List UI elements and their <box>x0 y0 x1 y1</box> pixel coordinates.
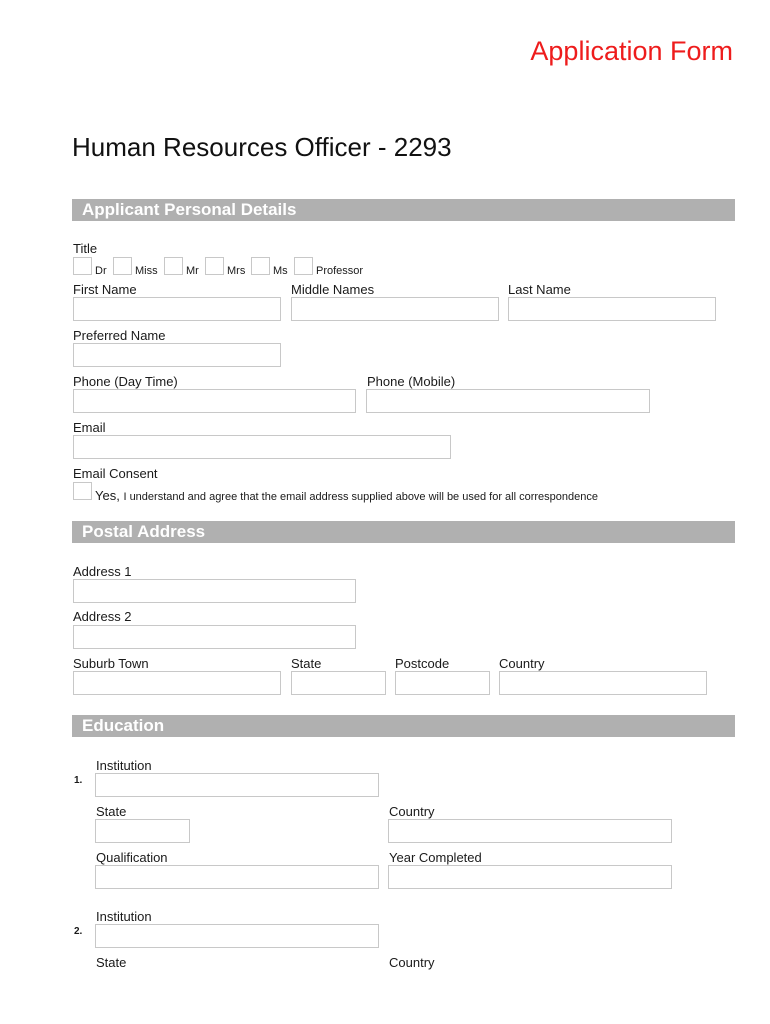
last-name-field[interactable] <box>508 297 716 321</box>
phone-day-field[interactable] <box>73 389 356 413</box>
title-ms-label: Ms <box>273 265 288 277</box>
title-mr-checkbox[interactable] <box>164 257 183 275</box>
qualification-label: Qualification <box>96 850 168 865</box>
qualification-field[interactable] <box>95 865 379 889</box>
title-dr-checkbox[interactable] <box>73 257 92 275</box>
address1-field[interactable] <box>73 579 356 603</box>
year-completed-label: Year Completed <box>389 850 482 865</box>
year-completed-field[interactable] <box>388 865 672 889</box>
phone-day-label: Phone (Day Time) <box>73 374 178 389</box>
title-mrs-checkbox[interactable] <box>205 257 224 275</box>
institution-field[interactable] <box>95 773 379 797</box>
title-professor-checkbox[interactable] <box>294 257 313 275</box>
title-professor-label: Professor <box>316 265 364 277</box>
address2-field[interactable] <box>73 625 356 649</box>
section-header-education: Education <box>72 715 735 737</box>
education-entry-number: 1. <box>74 775 83 786</box>
education-entry-number: 2. <box>74 926 83 937</box>
education-country-field[interactable] <box>388 819 672 843</box>
consent-yes-text: Yes, <box>95 488 120 503</box>
suburb-town-field[interactable] <box>73 671 281 695</box>
state-field[interactable] <box>291 671 386 695</box>
section-header-personal-details: Applicant Personal Details <box>72 199 735 221</box>
email-field[interactable] <box>73 435 451 459</box>
education-state-label: State <box>96 955 127 970</box>
address2-label: Address 2 <box>73 609 132 624</box>
title-label: Title <box>73 241 98 256</box>
title-miss-label: Miss <box>135 265 158 277</box>
institution-label: Institution <box>96 758 152 773</box>
section-header-postal-address: Postal Address <box>72 521 735 543</box>
state-label: State <box>291 656 322 671</box>
middle-names-label: Middle Names <box>291 282 375 297</box>
last-name-label: Last Name <box>508 282 571 297</box>
title-miss-checkbox[interactable] <box>113 257 132 275</box>
first-name-field[interactable] <box>73 297 281 321</box>
middle-names-field[interactable] <box>291 297 499 321</box>
email-consent-label: Email Consent <box>73 466 158 481</box>
suburb-town-label: Suburb Town <box>73 656 149 671</box>
phone-mobile-label: Phone (Mobile) <box>367 374 456 389</box>
title-mr-label: Mr <box>186 265 199 277</box>
institution-field[interactable] <box>95 924 379 948</box>
form-title: Application Form <box>530 36 733 66</box>
preferred-name-field[interactable] <box>73 343 281 367</box>
phone-mobile-field[interactable] <box>366 389 650 413</box>
title-ms-checkbox[interactable] <box>251 257 270 275</box>
country-label: Country <box>499 656 545 671</box>
preferred-name-label: Preferred Name <box>73 328 166 343</box>
postcode-label: Postcode <box>395 656 450 671</box>
address1-label: Address 1 <box>73 564 132 579</box>
first-name-label: First Name <box>73 282 137 297</box>
education-state-label: State <box>96 804 127 819</box>
title-mrs-label: Mrs <box>227 265 246 277</box>
postcode-field[interactable] <box>395 671 490 695</box>
institution-label: Institution <box>96 909 152 924</box>
email-label: Email <box>73 420 106 435</box>
education-country-label: Country <box>389 804 435 819</box>
education-state-field[interactable] <box>95 819 190 843</box>
consent-detail-text: I understand and agree that the email address supplied above will be used for all correspondence <box>123 491 598 503</box>
email-consent-checkbox[interactable] <box>73 482 92 500</box>
title-dr-label: Dr <box>95 265 107 277</box>
email-consent-statement <box>95 488 598 503</box>
country-field[interactable] <box>499 671 707 695</box>
education-country-label: Country <box>389 955 435 970</box>
job-title: Human Resources Officer - 2293 <box>72 132 452 162</box>
